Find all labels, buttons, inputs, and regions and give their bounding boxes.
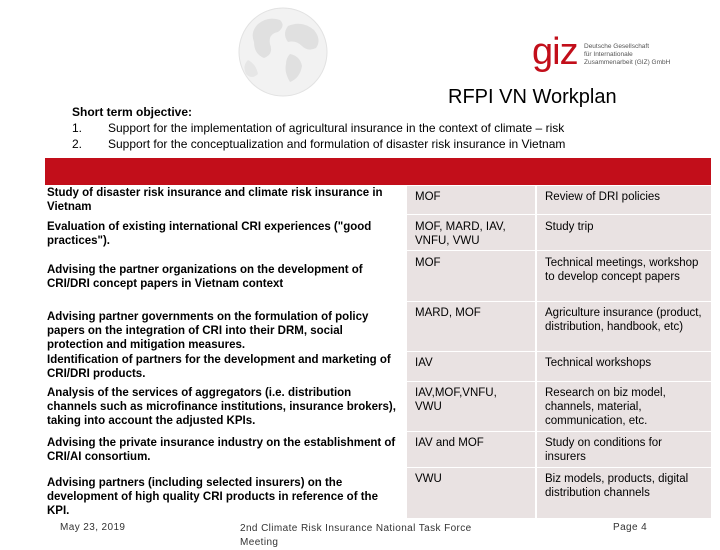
partners-cell: IAV — [415, 357, 433, 369]
giz-logo — [532, 31, 702, 76]
objective-text: Support for the implementation of agricultural insurance in the context of climate – risk — [108, 121, 565, 135]
objective-number: 1. — [72, 121, 83, 135]
objective-text: Support for the conceptualization and formulation of disaster risk insurance in Vietnam — [108, 137, 566, 151]
objective-number: 2. — [72, 137, 83, 151]
output-cell: Study on conditions for insurers — [545, 437, 662, 463]
footer-event: 2nd Climate Risk Insurance National Task Force Meeting — [240, 523, 472, 548]
activity-cell: Advising the partner organizations on the development of CRI/DRI concept papers in Vietnam context — [47, 264, 363, 290]
objective-item — [72, 136, 565, 152]
output-cell: Biz models, products, digital distribution channels — [545, 473, 689, 499]
row-divider — [45, 431, 711, 432]
partners-cell: IAV and MOF — [415, 437, 484, 449]
activity-cell: Advising the private insurance industry on the establishment of CRI/AI consortium. — [47, 437, 396, 463]
giz-subtitle-line: Zusammenarbeit (GIZ) GmbH — [584, 59, 671, 66]
activity-cell: Analysis of the services of aggregators (i.e. distribution channels such as microfinance institutions, insurance brokers), taking into account the adjusted KPIs. — [47, 387, 396, 427]
objectives-heading: Short term objective: — [72, 105, 193, 119]
footer-date: May 23, 2019 — [60, 522, 126, 533]
activity-cell: Advising partner governments on the formulation of policy papers on the integration of CRI into their DRM, social protection and mitigation measures. — [47, 311, 369, 351]
row-divider — [45, 214, 711, 215]
partners-cell: MOF — [415, 257, 441, 269]
giz-subtitle-line: Deutsche Gesellschaft — [584, 43, 650, 50]
row-divider — [45, 467, 711, 468]
giz-subtitle-line: für Internationale — [584, 51, 633, 58]
objectives-block — [72, 104, 565, 152]
output-cell: Technical workshops — [545, 357, 652, 369]
footer-page-number: Page 4 — [613, 522, 648, 533]
activity-cell: Study of disaster risk insurance and climate risk insurance in Vietnam — [47, 187, 383, 213]
activity-cell: Identification of partners for the development and marketing of CRI/DRI products. — [47, 354, 391, 380]
partners-cell: MOF, MARD, IAV, VNFU, VWU — [415, 221, 506, 247]
table-header-bar — [45, 158, 711, 185]
row-divider — [45, 250, 711, 251]
row-divider — [45, 301, 711, 302]
output-cell: Study trip — [545, 221, 594, 233]
output-cell: Review of DRI policies — [545, 191, 661, 203]
partners-cell: IAV,MOF,VNFU, VWU — [415, 387, 497, 413]
partners-cell: MARD, MOF — [415, 307, 481, 319]
output-column-shade — [537, 186, 711, 518]
output-cell: Research on biz model, channels, material, communication, etc. — [545, 387, 666, 427]
partners-cell: VWU — [415, 473, 442, 485]
partners-cell: MOF — [415, 191, 441, 203]
output-cell: Agriculture insurance (product, distribution, handbook, etc) — [545, 307, 702, 333]
output-cell: Technical meetings, workshop to develop concept papers — [545, 257, 699, 283]
giz-wordmark: giz — [532, 31, 578, 73]
giz-subtitle — [584, 43, 670, 67]
globe-graphic — [218, 4, 348, 99]
row-divider — [45, 381, 711, 382]
objective-item — [72, 120, 565, 136]
activity-cell: Evaluation of existing international CRI experiences ("good practices"). — [47, 221, 372, 247]
slide-title: RFPI VN Workplan — [448, 86, 617, 108]
activity-cell: Advising partners (including selected insurers) on the development of high quality CRI products in reference of the KPI. — [47, 477, 378, 517]
